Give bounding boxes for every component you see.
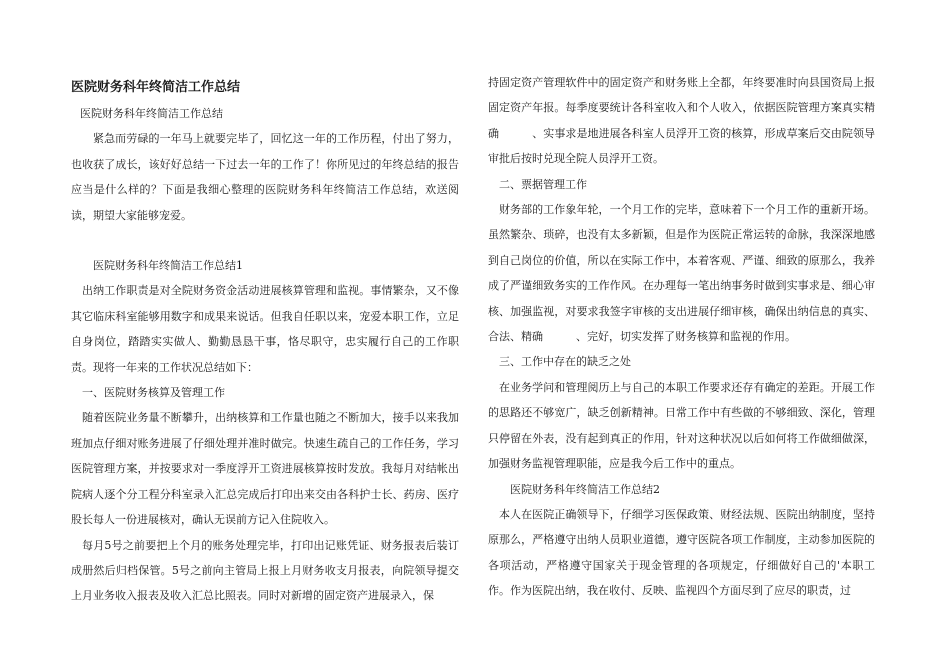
right-flow bbox=[488, 70, 875, 604]
section-heading: 二、票据管理工作 bbox=[499, 177, 587, 191]
paragraph: 在业务学问和管理阅历上与自己的本职工作要求还存有确定的差距。开展工作的思路还不够宽广，缺乏创新精神。日常工作中有些做的不够细致、深化，管理只停留在外表，没有起到真正的作用，针对这种状况以后如何将工作做细做深，加强财务监视管理职能，应是我今后工作中的重点。 bbox=[488, 380, 875, 471]
paragraph: 持固定资产管理软件中的固定资产和财务账上全都，年终要准时向县国资局上报固定资产年报。每季度要统计各科室收入和个人收入，依据医院管理方案真实精确 、实事求是地进展各科室人员浮开工资的核算，形成草案后交由院领导审批后按时兑现全院人员浮开工资。 bbox=[488, 76, 875, 166]
section-heading: 医院财务科年终简洁工作总结2 bbox=[510, 482, 660, 496]
blank-line bbox=[71, 228, 459, 253]
left-flow bbox=[71, 101, 459, 609]
section-heading: 医院财务科年终简洁工作总结 bbox=[80, 107, 223, 120]
paragraph: 随着医院业务量不断攀升，出纳核算和工作量也随之不断加大，接手以来我加班加点仔细对账务进展了仔细处理并准时做完。快速生疏自己的工作任务，学习医院管理方案，并按要求对一季度浮开工资进展核算按时发放。我每月对结帐出院病人逐个分工程分科室录入汇总完成后打印出来交由各科护士长、药房、医疗股长每人一份进展核对，确认无误前方记入住院收入。 bbox=[71, 411, 459, 527]
paragraph: 紧急而劳碌的一年马上就要完毕了，回忆这一年的工作历程，付出了努力，也收获了成长，该好好总结一下过去一年的工作了！你所见过的年终总结的报告应当是什么样的？下面是我细心整理的医院财务科年终简洁工作总结，欢送阅读，期望大家能够宠爱。 bbox=[71, 132, 459, 222]
paragraph: 每月5号之前要把上个月的账务处理完毕，打印出记账凭证、财务报表后装订成册然后归档保管。5号之前向主管局上报上月财务收支月报表，向院领导提交上月业务收入报表及收入汇总比照表。同时对新增的固定资产进展录入，保 bbox=[71, 538, 459, 603]
paragraph: 出纳工作职责是对全院财务资金活动进展核算管理和监视。事情繁杂，又不像其它临床科室能够用数字和成果来说话。但我自任职以来，宠爱本职工作，立足自身岗位，踏踏实实做人、勤勤恳恳干事，恪尽职守，忠实履行自己的工作职责。现将一年来的工作状况总结如下： bbox=[71, 284, 459, 374]
section-heading: 一、医院财务核算及管理工作 bbox=[82, 386, 225, 400]
paragraph: 财务部的工作象年轮，一个月工作的完毕，意味着下一个月工作的重新开场。虽然繁杂、琐碎，也没有太多新颖，但是作为医院正常运转的命脉，我深深地感到自己岗位的价值，所以在实际工作中，本着客观、严谨、细致的原那么，我养成了严谨细致务实的工作作风。在办理每一笔出纳事务时做到实事求是、细心审核、加强监视，对要求我签字审核的支出进展仔细审核，确保出纳信息的真实、合法、精确 、完好，切实发挥了财务核算和监视的作用。 bbox=[488, 203, 875, 344]
paragraph: 本人在医院正确领导下，仔细学习医保政策、财经法规、医院出纳制度，坚持原那么，严格遵守出纳人员职业道德，遵守医院各项工作制度，主动参加医院的各项活动，严格遵守国家关于现金管理的各项规定，仔细做好自己的'本职工作。作为医院出纳，我在收付、反映、监视四个方面尽到了应尽的职责，过 bbox=[488, 507, 875, 598]
document-title: 医院财务科年终简洁工作总结 bbox=[71, 80, 241, 95]
section-heading: 三、工作中存在的缺乏之处 bbox=[499, 355, 631, 369]
left-column bbox=[71, 70, 459, 609]
right-column bbox=[488, 70, 875, 604]
section-heading: 医院财务科年终简洁工作总结1 bbox=[93, 259, 243, 273]
